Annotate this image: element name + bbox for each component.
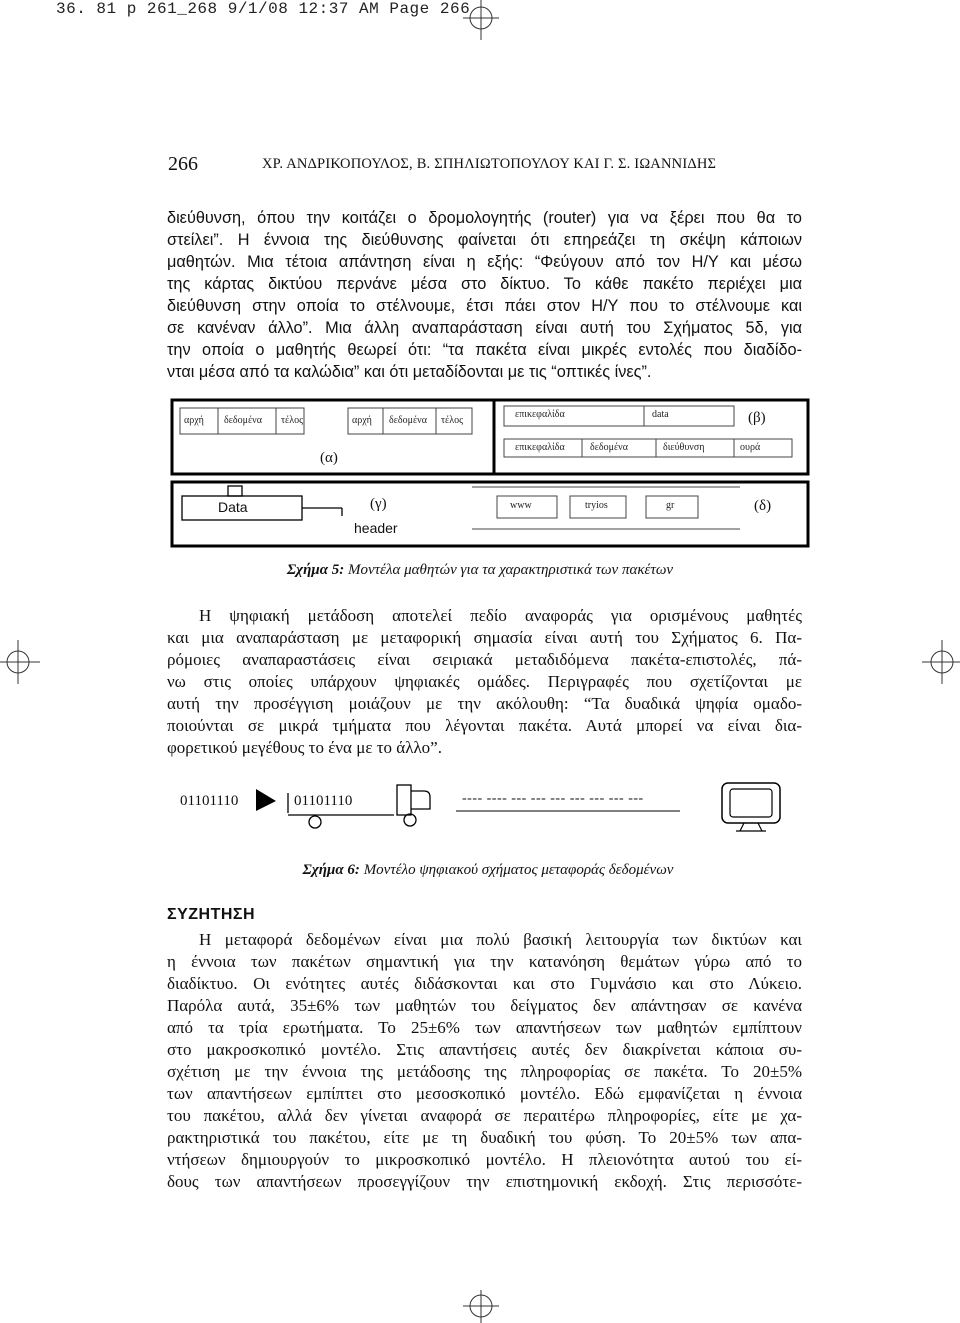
header-label: επικεφαλίδα bbox=[515, 409, 565, 420]
caption-text: Μοντέλο ψηφιακού σχήματος μεταφοράς δεδομένων bbox=[359, 862, 674, 878]
figure-5-frames bbox=[170, 398, 810, 548]
paragraph-1 bbox=[167, 207, 802, 383]
registration-mark-top bbox=[463, 0, 499, 40]
paragraph-2 bbox=[167, 605, 802, 759]
data-label: data bbox=[652, 409, 669, 420]
packet-start-label: αρχή bbox=[352, 415, 372, 426]
text-line: διεύθυνση στην οποία το στέλνουμε, έτσι πάει στον Η/Υ που το στέλνουμε και bbox=[167, 297, 802, 315]
registration-mark-bottom bbox=[463, 1290, 499, 1323]
text-line: αυτή την προσέγγιση μοιάζουν με την ακόλουθη: “Τα δυαδικά ψηφία ομαδο- bbox=[167, 694, 802, 713]
text-line: δους των απαντήσεων προσεγγίζουν την επιστημονική εκδοχή. Στις περισσότε- bbox=[167, 1172, 802, 1191]
text-line: από τα τρία ερωτήματα. Το 25±6% των απαντήσεων των μαθητών εμπίπτουν bbox=[167, 1018, 802, 1037]
running-head: ΧΡ. ΑΝΔΡΙΚΟΠΟΥΛΟΣ, Β. ΣΠΗΛΙΩΤΟΠΟΥΛΟΥ ΚΑΙ Γ. Σ. ΙΩΑΝΝΙΔΗΣ bbox=[262, 156, 717, 172]
domain-gr-label: gr bbox=[666, 500, 675, 511]
figure-5 bbox=[170, 398, 810, 548]
text-line: του πακέτου, αλλά δεν γίνεται αναφορά σε περαιτέρω πληροφορίες, είτε με χα- bbox=[167, 1106, 802, 1125]
figure-5-caption bbox=[0, 562, 960, 579]
address-label: διεύθυνση bbox=[663, 442, 705, 453]
text-line: ντήσεων δημιουργούν το μικροσκοπικό μοντέλο. Η πλειονότητα αυτού του εί- bbox=[167, 1150, 802, 1169]
packet-data-label: δεδομένα bbox=[389, 415, 427, 426]
bit-group-left: 01101110 bbox=[180, 793, 239, 809]
figure-5d-label: (δ) bbox=[754, 498, 772, 514]
caption-text: Μοντέλα μαθητών για τα χαρακτηριστικά των πακέτων bbox=[344, 562, 674, 578]
packet-end-label: τέλος bbox=[281, 415, 304, 426]
domain-tryios-label: tryios bbox=[585, 500, 608, 511]
text-line: νω στις οποίες υπάρχουν ψηφιακές ομάδες. Περιγραφές που σχετίζονται με bbox=[167, 672, 802, 691]
figure-5c-label: (γ) bbox=[370, 496, 387, 512]
print-slug: 36. 81 p 261_268 9/1/08 12:37 AM Page 266 bbox=[56, 0, 471, 18]
text-line: σε κανέναν άλλο”. Μια άλλη αναπαράσταση είναι αυτή του Σχήματος 5δ, για bbox=[167, 319, 802, 337]
text-line: στο μακροσκοπικό μοντέλο. Στις απαντήσεις αυτές δεν διακρίνεται κάποια συ- bbox=[167, 1040, 802, 1059]
text-line: φορετικού μεγέθους το ένα με το άλλο”. bbox=[167, 738, 442, 757]
envelope-data-label: Data bbox=[218, 499, 248, 515]
tail-label: ουρά bbox=[740, 442, 761, 453]
text-line: διαδίκτυο. Οι ενότητες αυτές διδάσκονται και στο Γυμνάσιο και στο Λύκειο. bbox=[167, 974, 802, 993]
domain-www-label: www bbox=[510, 500, 532, 511]
text-line: της κάρτας δικτύου περνάνε μέσα στο δίκτυο. Το κάθε πακέτο περιέχει μια bbox=[167, 275, 802, 293]
text-line: η έννοια των πακέτων σημαντική για την κατανόηση θεμάτων γύρω από το bbox=[167, 952, 802, 971]
bit-group-right: 01101110 bbox=[294, 793, 353, 809]
page-number: 266 bbox=[168, 153, 198, 175]
caption-number: Σχήμα 5: bbox=[286, 562, 345, 578]
text-line: ρόμοιες αναπαραστάσεις είναι σειριακά μεταδιδόμενα πακέτα-επιστολές, πά- bbox=[167, 650, 802, 669]
text-line: ρακτηριστικά του πακέτου, είτε με τη δυαδική του φύση. Το 20±5% των απα- bbox=[167, 1128, 802, 1147]
text-line: Η ψηφιακή μετάδοση αποτελεί πεδίο αναφοράς για ορισμένους μαθητές bbox=[199, 606, 802, 625]
text-line: σχέτιση με την έννοια της μετάδοσης της πληροφορίας σε πακέτα. Το 20±5% bbox=[167, 1062, 802, 1081]
text-line: και μια αναπαράσταση με μεταφορική σημασία είναι αυτή του Σχήματος 6. Πα- bbox=[167, 628, 802, 647]
section-heading: ΣΥΖΗΤΗΣΗ bbox=[167, 906, 256, 923]
text-line: στείλει”. Η έννοια της διεύθυνσης φαίνεται ότι επηρεάζει τη σκέψη κάποιων bbox=[167, 231, 802, 249]
registration-mark-left bbox=[0, 640, 40, 684]
text-line: των απαντήσεων εμπίπτει στο μεσοσκοπικό μοντέλο. Εδώ εμφανίζεται η έννοια bbox=[167, 1084, 802, 1103]
text-line: ποιούνται σε μικρά τμήματα που λέγονται πακέτα. Αυτά μπορεί να είναι δια- bbox=[167, 716, 802, 735]
caption-number: Σχήμα 6: bbox=[302, 862, 360, 878]
header-label: επικεφαλίδα bbox=[515, 442, 565, 453]
text-line: Παρόλα αυτά, 35±6% των μαθητών του δείγματος δεν απάντησαν σε κανένα bbox=[167, 996, 802, 1015]
discussion-text bbox=[167, 929, 802, 1193]
packet-data-label: δεδομένα bbox=[224, 415, 262, 426]
packet-stream-dashes: ---- ---- --- --- --- --- --- --- --- bbox=[462, 791, 644, 806]
text-line: Η μεταφορά δεδομένων είναι μια πολύ βασική λειτουργία των δικτύων και bbox=[199, 930, 802, 949]
text-line: την οποία ο μαθητής θεωρεί ότι: “τα πακέτα είναι μικρές εντολές που διαδίδο- bbox=[167, 341, 802, 359]
text-line: μαθητών. Μια τέτοια απάντηση είναι η εξής: “Φεύγουν από τον Η/Υ και μέσω bbox=[167, 253, 802, 271]
figure-5a-label: (α) bbox=[320, 450, 338, 466]
figure-6-caption bbox=[8, 862, 960, 879]
data-label: δεδομένα bbox=[590, 442, 628, 453]
envelope-header-label: header bbox=[354, 520, 398, 536]
text-line: διεύθυνση, όπου την κοιτάζει ο δρομολογητής (router) για να ξέρει που θα το bbox=[167, 209, 802, 227]
figure-5b-label: (β) bbox=[748, 410, 766, 426]
figure-6 bbox=[170, 775, 810, 835]
packet-end-label: τέλος bbox=[441, 415, 464, 426]
registration-mark-right bbox=[922, 640, 960, 684]
text-line: νται μέσα από τα καλώδια” και ότι μεταδίδονται με τις “οπτικές ίνες”. bbox=[167, 363, 652, 381]
packet-start-label: αρχή bbox=[184, 415, 204, 426]
